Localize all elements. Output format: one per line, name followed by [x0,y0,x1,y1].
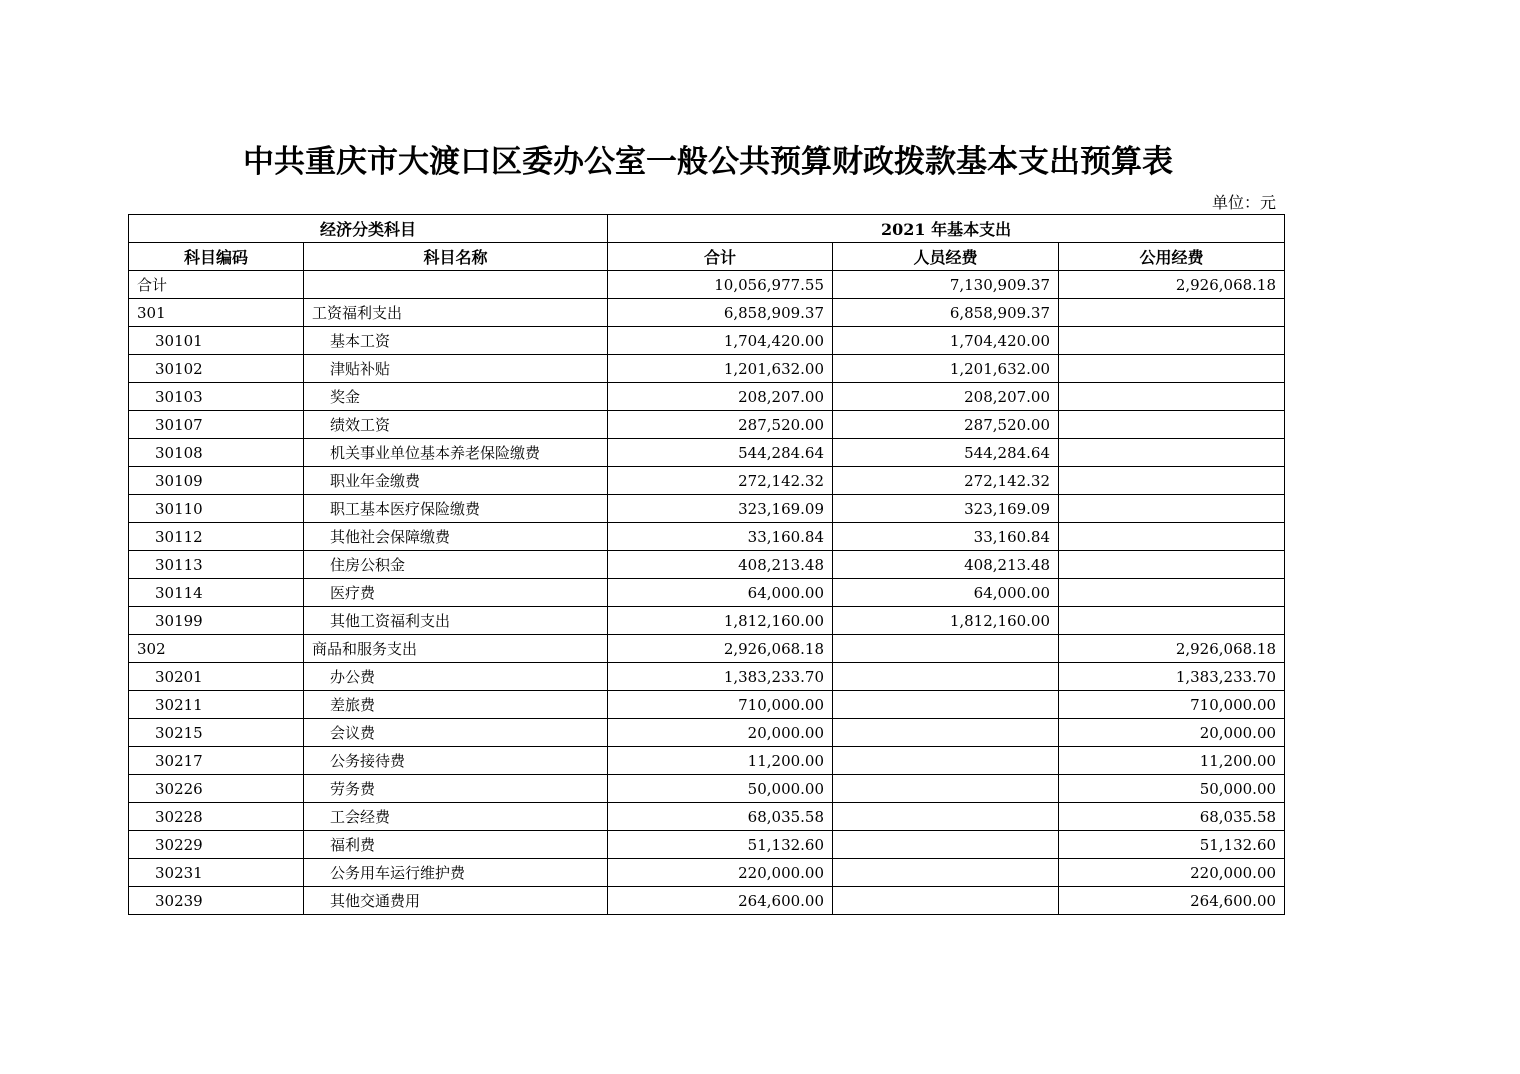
column-header-public: 公用经费 [1059,243,1285,271]
cell-public [1059,467,1285,495]
cell-public: 220,000.00 [1059,859,1285,887]
budget-table [128,214,1285,915]
page-title: 中共重庆市大渡口区委办公室一般公共预算财政拨款基本支出预算表 [243,144,1173,180]
table-row [129,523,1285,551]
cell-public [1059,551,1285,579]
cell-code: 30113 [129,551,304,579]
cell-total: 64,000.00 [608,579,833,607]
cell-personnel [833,859,1059,887]
group-header-economic-classification: 经济分类科目 [129,215,608,243]
table-row [129,691,1285,719]
cell-personnel: 33,160.84 [833,523,1059,551]
unit-label: 单位：元 [1211,193,1276,212]
cell-public [1059,299,1285,327]
column-header-name: 科目名称 [304,243,608,271]
cell-name: 住房公积金 [304,551,608,579]
cell-total: 323,169.09 [608,495,833,523]
cell-name: 会议费 [304,719,608,747]
table-body [129,271,1285,915]
cell-total: 68,035.58 [608,803,833,831]
cell-code: 合计 [129,271,304,299]
cell-name: 办公费 [304,663,608,691]
cell-public: 50,000.00 [1059,775,1285,803]
cell-total: 20,000.00 [608,719,833,747]
cell-public: 20,000.00 [1059,719,1285,747]
cell-public [1059,607,1285,635]
cell-personnel [833,775,1059,803]
cell-code: 30226 [129,775,304,803]
cell-code: 30229 [129,831,304,859]
cell-code: 30217 [129,747,304,775]
cell-name: 医疗费 [304,579,608,607]
cell-personnel: 208,207.00 [833,383,1059,411]
column-header-personnel: 人员经费 [833,243,1059,271]
cell-total: 11,200.00 [608,747,833,775]
cell-total: 264,600.00 [608,887,833,915]
cell-public [1059,495,1285,523]
table-row [129,579,1285,607]
cell-name: 其他社会保障缴费 [304,523,608,551]
cell-code: 30228 [129,803,304,831]
cell-personnel: 272,142.32 [833,467,1059,495]
cell-name: 基本工资 [304,327,608,355]
cell-code: 30239 [129,887,304,915]
table-row [129,439,1285,467]
cell-name: 福利费 [304,831,608,859]
cell-personnel [833,691,1059,719]
cell-code: 30101 [129,327,304,355]
cell-personnel: 7,130,909.37 [833,271,1059,299]
cell-code: 30211 [129,691,304,719]
cell-public: 2,926,068.18 [1059,635,1285,663]
table-row [129,719,1285,747]
table-row [129,271,1285,299]
cell-total: 287,520.00 [608,411,833,439]
cell-name: 商品和服务支出 [304,635,608,663]
cell-total: 51,132.60 [608,831,833,859]
cell-total: 1,812,160.00 [608,607,833,635]
cell-total: 1,201,632.00 [608,355,833,383]
cell-personnel: 1,201,632.00 [833,355,1059,383]
table-row [129,803,1285,831]
cell-personnel: 6,858,909.37 [833,299,1059,327]
table-row [129,663,1285,691]
cell-name: 其他交通费用 [304,887,608,915]
cell-total: 33,160.84 [608,523,833,551]
cell-code: 30215 [129,719,304,747]
cell-total: 10,056,977.55 [608,271,833,299]
cell-code: 30110 [129,495,304,523]
cell-personnel: 323,169.09 [833,495,1059,523]
cell-public [1059,411,1285,439]
cell-code: 30107 [129,411,304,439]
cell-public: 1,383,233.70 [1059,663,1285,691]
cell-total: 408,213.48 [608,551,833,579]
cell-personnel: 1,812,160.00 [833,607,1059,635]
column-header-total: 合计 [608,243,833,271]
table-row [129,775,1285,803]
cell-code: 30108 [129,439,304,467]
cell-name: 职业年金缴费 [304,467,608,495]
cell-public [1059,383,1285,411]
cell-code: 301 [129,299,304,327]
cell-public [1059,523,1285,551]
cell-name: 劳务费 [304,775,608,803]
cell-name [304,271,608,299]
cell-public [1059,579,1285,607]
table-row [129,299,1285,327]
cell-personnel: 287,520.00 [833,411,1059,439]
cell-personnel: 408,213.48 [833,551,1059,579]
table-row [129,551,1285,579]
table-row [129,467,1285,495]
cell-total: 2,926,068.18 [608,635,833,663]
cell-name: 奖金 [304,383,608,411]
cell-personnel [833,887,1059,915]
cell-public: 264,600.00 [1059,887,1285,915]
table-row [129,831,1285,859]
cell-personnel [833,831,1059,859]
cell-public: 11,200.00 [1059,747,1285,775]
table-row [129,411,1285,439]
cell-personnel [833,663,1059,691]
table-row [129,635,1285,663]
cell-total: 1,383,233.70 [608,663,833,691]
cell-public [1059,355,1285,383]
table-row [129,887,1285,915]
group-header-basic-expenditure: 2021 年基本支出 [608,215,1285,243]
cell-total: 50,000.00 [608,775,833,803]
cell-personnel [833,635,1059,663]
cell-name: 津贴补贴 [304,355,608,383]
cell-public: 2,926,068.18 [1059,271,1285,299]
table-row [129,355,1285,383]
cell-name: 公务接待费 [304,747,608,775]
table-row [129,607,1285,635]
table-row [129,495,1285,523]
cell-public: 68,035.58 [1059,803,1285,831]
cell-public: 51,132.60 [1059,831,1285,859]
cell-public [1059,327,1285,355]
cell-name: 工资福利支出 [304,299,608,327]
cell-personnel [833,803,1059,831]
cell-name: 工会经费 [304,803,608,831]
cell-name: 机关事业单位基本养老保险缴费 [304,439,608,467]
table-row [129,859,1285,887]
cell-total: 6,858,909.37 [608,299,833,327]
cell-personnel: 544,284.64 [833,439,1059,467]
cell-name: 职工基本医疗保险缴费 [304,495,608,523]
cell-total: 710,000.00 [608,691,833,719]
column-header-code: 科目编码 [129,243,304,271]
cell-code: 30231 [129,859,304,887]
cell-total: 544,284.64 [608,439,833,467]
cell-code: 30201 [129,663,304,691]
table-row [129,747,1285,775]
cell-code: 30114 [129,579,304,607]
cell-name: 公务用车运行维护费 [304,859,608,887]
cell-total: 272,142.32 [608,467,833,495]
cell-personnel [833,719,1059,747]
cell-code: 30103 [129,383,304,411]
group-header-row [129,215,1285,243]
cell-total: 1,704,420.00 [608,327,833,355]
cell-personnel: 64,000.00 [833,579,1059,607]
cell-code: 30112 [129,523,304,551]
cell-code: 30109 [129,467,304,495]
cell-code: 30199 [129,607,304,635]
cell-total: 208,207.00 [608,383,833,411]
cell-public: 710,000.00 [1059,691,1285,719]
cell-name: 其他工资福利支出 [304,607,608,635]
table-row [129,383,1285,411]
cell-code: 30102 [129,355,304,383]
column-header-row [129,243,1285,271]
table-row [129,327,1285,355]
cell-public [1059,439,1285,467]
cell-total: 220,000.00 [608,859,833,887]
cell-personnel: 1,704,420.00 [833,327,1059,355]
cell-name: 绩效工资 [304,411,608,439]
cell-name: 差旅费 [304,691,608,719]
cell-personnel [833,747,1059,775]
cell-code: 302 [129,635,304,663]
